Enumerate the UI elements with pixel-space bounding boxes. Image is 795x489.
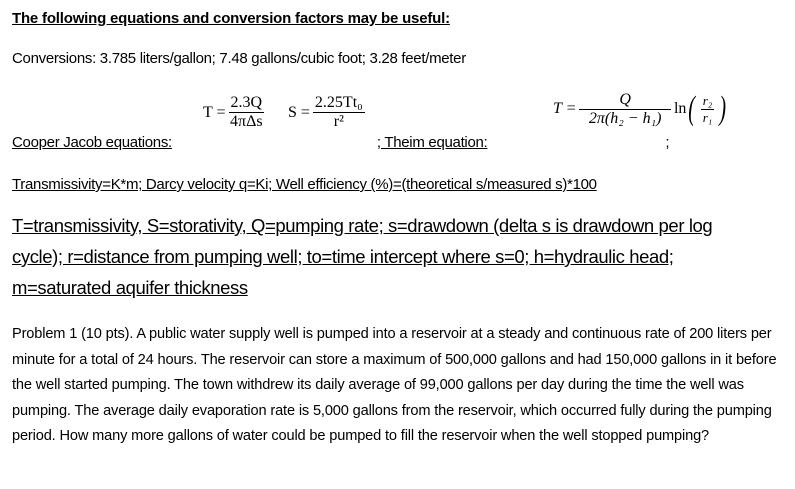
eq-lhs: T = <box>203 103 226 121</box>
equations-line <box>12 134 782 151</box>
definitions-line-1: T=transmissivity, S=storativity, Q=pumping rate; s=drawdown (delta s is drawdown per log <box>12 215 713 236</box>
conversions-line: Conversions: 3.785 liters/gallon; 7.48 gallons/cubic foot; 3.28 feet/meter <box>12 50 466 67</box>
definitions-line-3: m=saturated aquifer thickness <box>12 277 248 298</box>
cooper-jacob-T-equation <box>203 94 267 131</box>
ratio-denominator: r₁ <box>702 109 713 125</box>
eq-numerator: Q <box>579 91 671 110</box>
eq-denominator: 2π(h₂ − h₁) <box>588 109 662 127</box>
cooper-jacob-S-equation <box>288 94 368 131</box>
cooper-jacob-label: Cooper Jacob equations: <box>12 134 172 151</box>
definitions-line-2: cycle); r=distance from pumping well; to=time intercept where s=0; h=hydraulic head; <box>12 246 674 267</box>
theim-label: ; Theim equation: <box>376 134 488 151</box>
eq-denominator: r² <box>333 113 344 130</box>
trailing-semicolon: ; <box>665 134 670 151</box>
eq-numerator: 2.25Tt₀ <box>314 94 363 111</box>
heading: The following equations and conversion factors may be useful: <box>12 10 450 27</box>
ln-operator: ln <box>673 100 687 117</box>
eq-lhs: T = <box>553 100 577 117</box>
eq-numerator: 2.3Q <box>230 94 263 111</box>
theim-equation: T = $\frac{Q}{\text{2π(h₂ − h₁)}}$ ln ( $\frac{\text{r₂}}{\text{r₁}}$ ) <box>553 90 727 127</box>
relations-line: Transmissivity=K*m; Darcy velocity q=Ki; Well efficiency (%)=(theoretical s/measured s)*100 <box>12 176 597 193</box>
problem-1-text: Problem 1 (10 pts). A public water supply well is pumped into a reservoir at a steady and continuous rate of 200 liters per minute for a total of 24 hours. The reservoir can store a maximum of 500,000 gallons and had 150,000 gallons in it before the well started pumping. The town withdrew its daily average of 99,000 gallons per day during the time the well was pumping. The average daily evaporation rate is 5,000 gallons from the reservoir, which occurred fully during the pumping period. How many more gallons of water could be pumped to fill the reservoir when the well stopped pumping? <box>12 326 777 445</box>
ratio-numerator: r₂ <box>702 92 713 108</box>
eq-lhs: S = <box>288 103 310 121</box>
eq-denominator: 4πΔs <box>230 113 263 130</box>
